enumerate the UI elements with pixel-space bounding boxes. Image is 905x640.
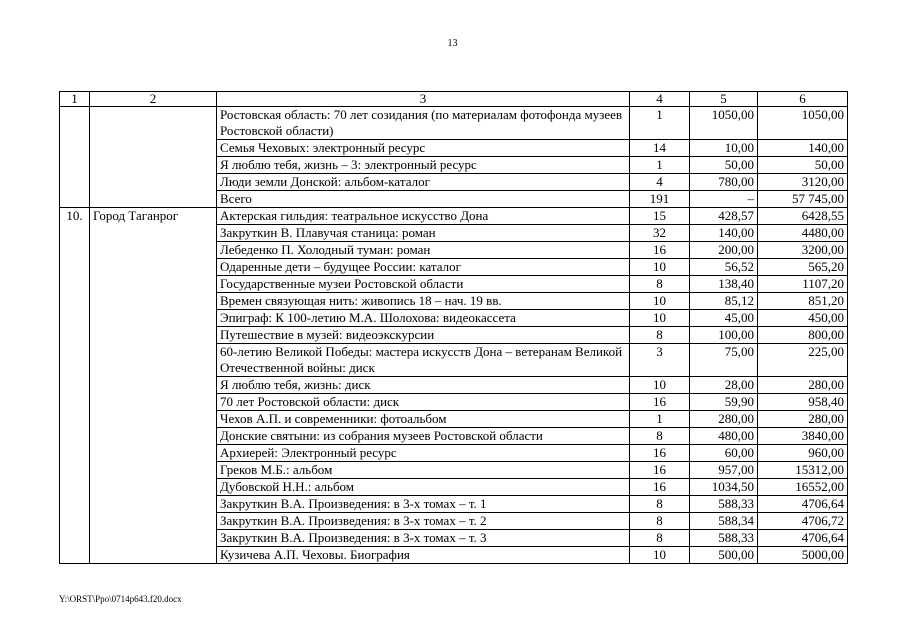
price-cell: 500,00 — [690, 547, 758, 564]
title-cell: Закруткин В.А. Произведения: в 3-х томах – т. 2 — [217, 513, 630, 530]
title-cell: Эпиграф: К 100-летию М.А. Шолохова: видеокассета — [217, 310, 630, 327]
total-cell: 15312,00 — [758, 462, 848, 479]
qty-cell: 16 — [630, 479, 690, 496]
price-cell: 1034,50 — [690, 479, 758, 496]
qty-cell: 16 — [630, 242, 690, 259]
total-cell: 4706,64 — [758, 530, 848, 547]
number-cell — [60, 107, 90, 208]
price-cell: 56,52 — [690, 259, 758, 276]
price-cell: 138,40 — [690, 276, 758, 293]
header-cell-2: 2 — [90, 92, 217, 107]
qty-cell: 10 — [630, 293, 690, 310]
qty-cell: 1 — [630, 411, 690, 428]
header-cell-1: 1 — [60, 92, 90, 107]
price-cell: 28,00 — [690, 377, 758, 394]
header-row — [60, 92, 848, 107]
price-cell: 280,00 — [690, 411, 758, 428]
total-cell: 800,00 — [758, 327, 848, 344]
header-cell-6: 6 — [758, 92, 848, 107]
total-cell: 16552,00 — [758, 479, 848, 496]
qty-cell: 8 — [630, 327, 690, 344]
qty-cell: 1 — [630, 107, 690, 140]
title-cell: Лебеденко П. Холодный туман: роман — [217, 242, 630, 259]
title-cell: Греков М.Б.: альбом — [217, 462, 630, 479]
city-cell — [90, 107, 217, 208]
catalog-table — [59, 91, 848, 564]
title-cell: Архиерей: Электронный ресурс — [217, 445, 630, 462]
price-cell: 588,33 — [690, 530, 758, 547]
price-cell: 140,00 — [690, 225, 758, 242]
title-cell: Времен связующая нить: живопись 18 – нач. 19 вв. — [217, 293, 630, 310]
price-cell: 100,00 — [690, 327, 758, 344]
title-cell: Закруткин В.А. Произведения: в 3-х томах – т. 3 — [217, 530, 630, 547]
price-cell: 480,00 — [690, 428, 758, 445]
title-cell: Всего — [217, 191, 630, 208]
group-city: Город Таганрог — [90, 208, 217, 564]
title-cell: Путешествие в музей: видеоэкскурсии — [217, 327, 630, 344]
qty-cell: 8 — [630, 428, 690, 445]
title-cell: 70 лет Ростовской области: диск — [217, 394, 630, 411]
header-cell-4: 4 — [630, 92, 690, 107]
total-cell: 140,00 — [758, 140, 848, 157]
total-cell: 280,00 — [758, 411, 848, 428]
title-cell: Люди земли Донской: альбом-каталог — [217, 174, 630, 191]
total-cell: 3200,00 — [758, 242, 848, 259]
qty-cell: 191 — [630, 191, 690, 208]
title-cell: Я люблю тебя, жизнь – 3: электронный ресурс — [217, 157, 630, 174]
total-cell: 6428,55 — [758, 208, 848, 225]
title-cell: Я люблю тебя, жизнь: диск — [217, 377, 630, 394]
price-cell: 780,00 — [690, 174, 758, 191]
price-cell: 588,33 — [690, 496, 758, 513]
qty-cell: 8 — [630, 513, 690, 530]
qty-cell: 16 — [630, 394, 690, 411]
header-cell-5: 5 — [690, 92, 758, 107]
total-cell: 4706,72 — [758, 513, 848, 530]
price-cell: 50,00 — [690, 157, 758, 174]
title-cell: Донские святыни: из собрания музеев Ростовской области — [217, 428, 630, 445]
header-cell-3: 3 — [217, 92, 630, 107]
total-cell: 958,40 — [758, 394, 848, 411]
price-cell: – — [690, 191, 758, 208]
qty-cell: 8 — [630, 530, 690, 547]
total-cell: 565,20 — [758, 259, 848, 276]
price-cell: 10,00 — [690, 140, 758, 157]
total-cell: 3840,00 — [758, 428, 848, 445]
price-cell: 85,12 — [690, 293, 758, 310]
total-cell: 450,00 — [758, 310, 848, 327]
total-cell: 280,00 — [758, 377, 848, 394]
qty-cell: 10 — [630, 259, 690, 276]
total-cell: 1107,20 — [758, 276, 848, 293]
price-cell: 428,57 — [690, 208, 758, 225]
price-cell: 1050,00 — [690, 107, 758, 140]
total-cell: 1050,00 — [758, 107, 848, 140]
qty-cell: 14 — [630, 140, 690, 157]
qty-cell: 1 — [630, 157, 690, 174]
qty-cell: 10 — [630, 310, 690, 327]
price-cell: 60,00 — [690, 445, 758, 462]
qty-cell: 4 — [630, 174, 690, 191]
qty-cell: 8 — [630, 496, 690, 513]
price-cell: 45,00 — [690, 310, 758, 327]
total-cell: 3120,00 — [758, 174, 848, 191]
title-cell: Закруткин В.А. Произведения: в 3-х томах – т. 1 — [217, 496, 630, 513]
qty-cell: 3 — [630, 344, 690, 377]
title-cell: Кузичева А.П. Чеховы. Биография — [217, 547, 630, 564]
title-cell: Чехов А.П. и современники: фотоальбом — [217, 411, 630, 428]
total-cell: 50,00 — [758, 157, 848, 174]
qty-cell: 32 — [630, 225, 690, 242]
group-number: 10. — [60, 208, 90, 564]
title-cell: Государственные музеи Ростовской области — [217, 276, 630, 293]
title-cell: Актерская гильдия: театральное искусство Дона — [217, 208, 630, 225]
title-cell: Семья Чеховых: электронный ресурс — [217, 140, 630, 157]
title-cell: Ростовская область: 70 лет созидания (по материалам фотофонда музеев Ростовской области) — [217, 107, 630, 140]
qty-cell: 10 — [630, 547, 690, 564]
table-row — [60, 107, 848, 140]
qty-cell: 8 — [630, 276, 690, 293]
qty-cell: 15 — [630, 208, 690, 225]
file-path-footer: Y:\ORST\Ppo\0714p643.f20.docx — [59, 594, 182, 604]
qty-cell: 16 — [630, 445, 690, 462]
title-cell: Дубовской Н.Н.: альбом — [217, 479, 630, 496]
total-cell: 5000,00 — [758, 547, 848, 564]
price-cell: 59,90 — [690, 394, 758, 411]
total-cell: 225,00 — [758, 344, 848, 377]
title-cell: Одаренные дети – будущее России: каталог — [217, 259, 630, 276]
total-cell: 960,00 — [758, 445, 848, 462]
qty-cell: 16 — [630, 462, 690, 479]
page-number: 13 — [447, 38, 458, 49]
price-cell: 588,34 — [690, 513, 758, 530]
total-cell: 57 745,00 — [758, 191, 848, 208]
price-cell: 75,00 — [690, 344, 758, 377]
price-cell: 200,00 — [690, 242, 758, 259]
qty-cell: 10 — [630, 377, 690, 394]
table-row — [60, 208, 848, 225]
title-cell: Закруткин В. Плавучая станица: роман — [217, 225, 630, 242]
title-cell: 60-летию Великой Победы: мастера искусств Дона – ветеранам Великой Отечественной войны: диск — [217, 344, 630, 377]
price-cell: 957,00 — [690, 462, 758, 479]
total-cell: 4480,00 — [758, 225, 848, 242]
total-cell: 4706,64 — [758, 496, 848, 513]
total-cell: 851,20 — [758, 293, 848, 310]
